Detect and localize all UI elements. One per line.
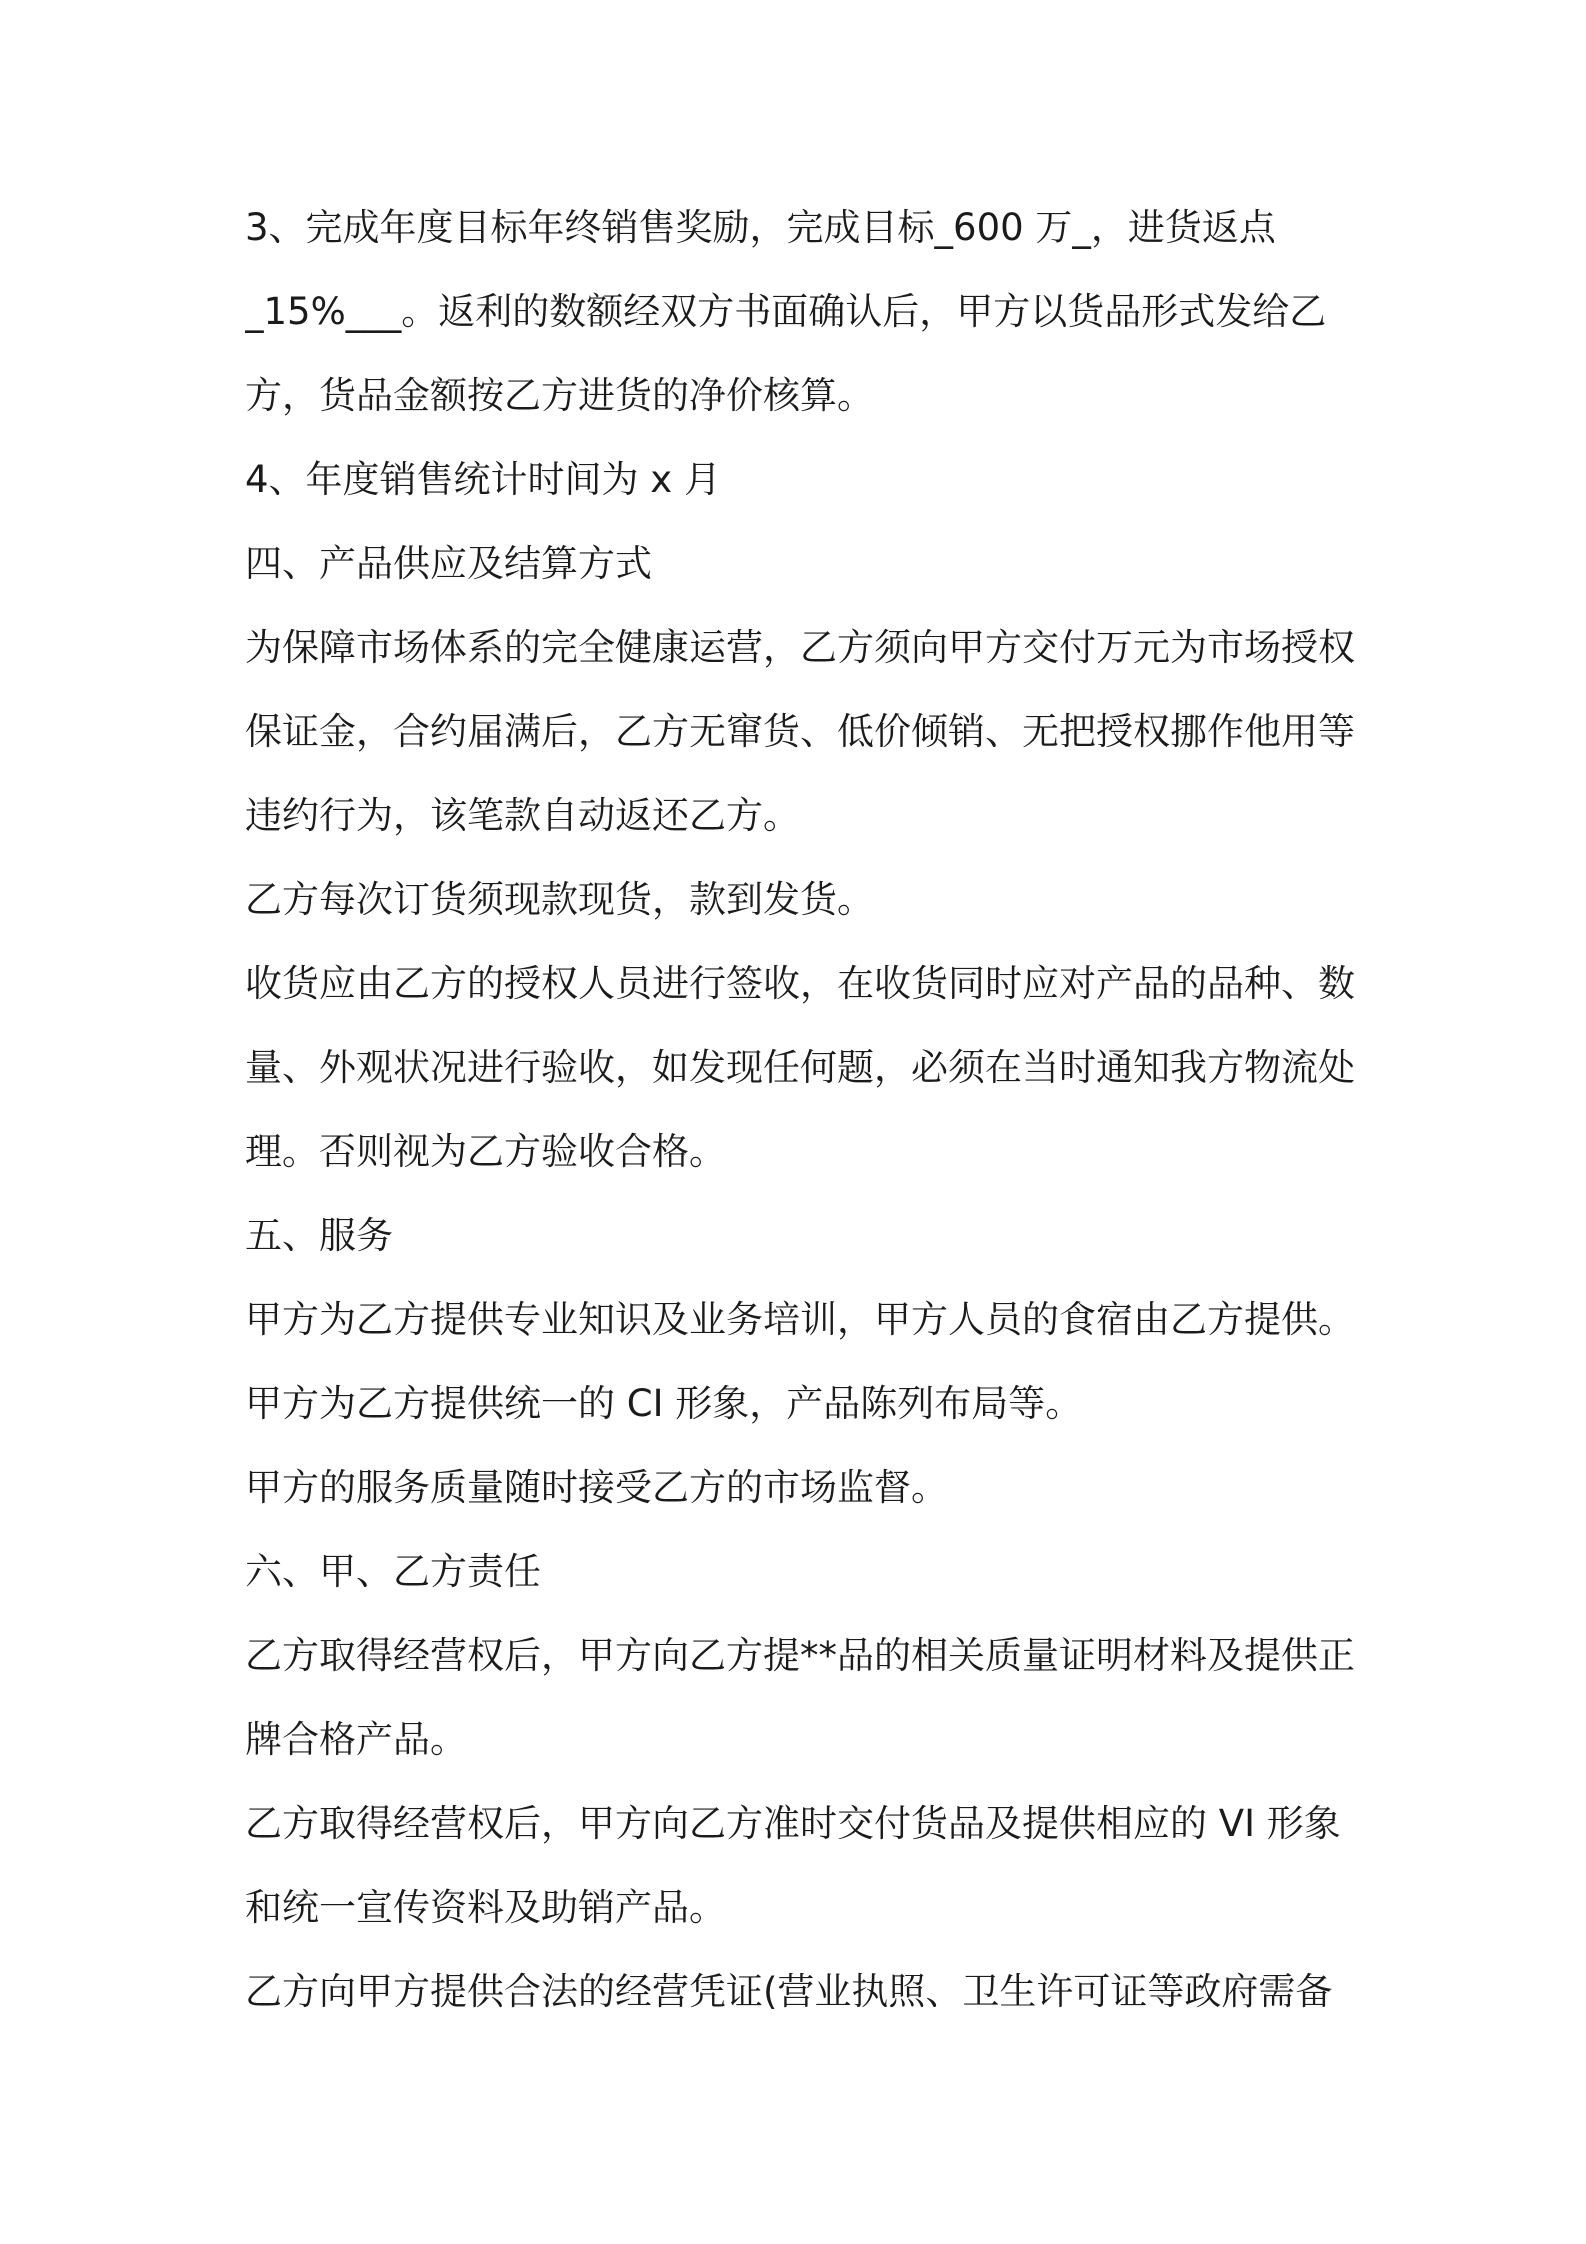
section-heading: 四、产品供应及结算方式: [245, 542, 652, 585]
text-line: 为保障市场体系的完全健康运营，乙方须向甲方交付万元为市场授权: [245, 626, 1355, 669]
text-line: 甲方为乙方提供专业知识及业务培训，甲方人员的食宿由乙方提供。: [245, 1298, 1355, 1341]
paragraph-business-credentials: [245, 1950, 1386, 2034]
paragraph-training: [245, 1278, 1386, 1362]
text-line: 乙方取得经营权后，甲方向乙方提**品的相关质量证明材料及提供正: [245, 1634, 1355, 1677]
text-line: 甲方的服务质量随时接受乙方的市场监督。: [245, 1466, 948, 1509]
text-line: 乙方向甲方提供合法的经营凭证(营业执照、卫生许可证等政府需备: [245, 1970, 1333, 2013]
section-heading-responsibilities: [245, 1530, 1386, 1614]
section-heading: 五、服务: [245, 1214, 393, 1257]
text-line: 甲方为乙方提供统一的 CI 形象，产品陈列布局等。: [245, 1382, 1083, 1425]
paragraph-deposit: [245, 606, 1386, 858]
text-line: 乙方取得经营权后，甲方向乙方准时交付货品及提供相应的 VI 形象: [245, 1802, 1341, 1845]
text-line: 4、年度销售统计时间为 x 月: [245, 458, 721, 501]
text-line: 牌合格产品。: [245, 1718, 467, 1761]
text-line: 3、完成年度目标年终销售奖励，完成目标_600 万_，进货返点: [245, 206, 1276, 249]
text-line: 违约行为，该笔款自动返还乙方。: [245, 794, 800, 837]
paragraph-delivery-vi: [245, 1782, 1386, 1950]
section-heading-service: [245, 1194, 1386, 1278]
text-line: 方，货品金额按乙方进货的净价核算。: [245, 374, 874, 417]
text-line: 量、外观状况进行验收，如发现任何题，必须在当时通知我方物流处: [245, 1046, 1355, 1089]
paragraph-quality-certificates: [245, 1614, 1386, 1782]
text-line: 保证金，合约届满后，乙方无窜货、低价倾销、无把授权挪作他用等: [245, 710, 1355, 753]
text-line: 理。否则视为乙方验收合格。: [245, 1130, 726, 1173]
text-line: 收货应由乙方的授权人员进行签收，在收货同时应对产品的品种、数: [245, 962, 1355, 1005]
paragraph-receiving: [245, 942, 1386, 1194]
paragraph-payment: [245, 858, 1386, 942]
paragraph-ci-image: [245, 1362, 1386, 1446]
section-heading: 六、甲、乙方责任: [245, 1550, 541, 1593]
text-line: _15%___。返利的数额经双方书面确认后，甲方以货品形式发给乙: [245, 290, 1327, 333]
section-heading-supply-settlement: [245, 522, 1386, 606]
text-line: 乙方每次订货须现款现货，款到发货。: [245, 878, 874, 921]
paragraph-sales-period: [245, 438, 1386, 522]
paragraph-annual-reward: [245, 186, 1386, 438]
text-line: 和统一宣传资料及助销产品。: [245, 1886, 726, 1929]
paragraph-supervision: [245, 1446, 1386, 1530]
